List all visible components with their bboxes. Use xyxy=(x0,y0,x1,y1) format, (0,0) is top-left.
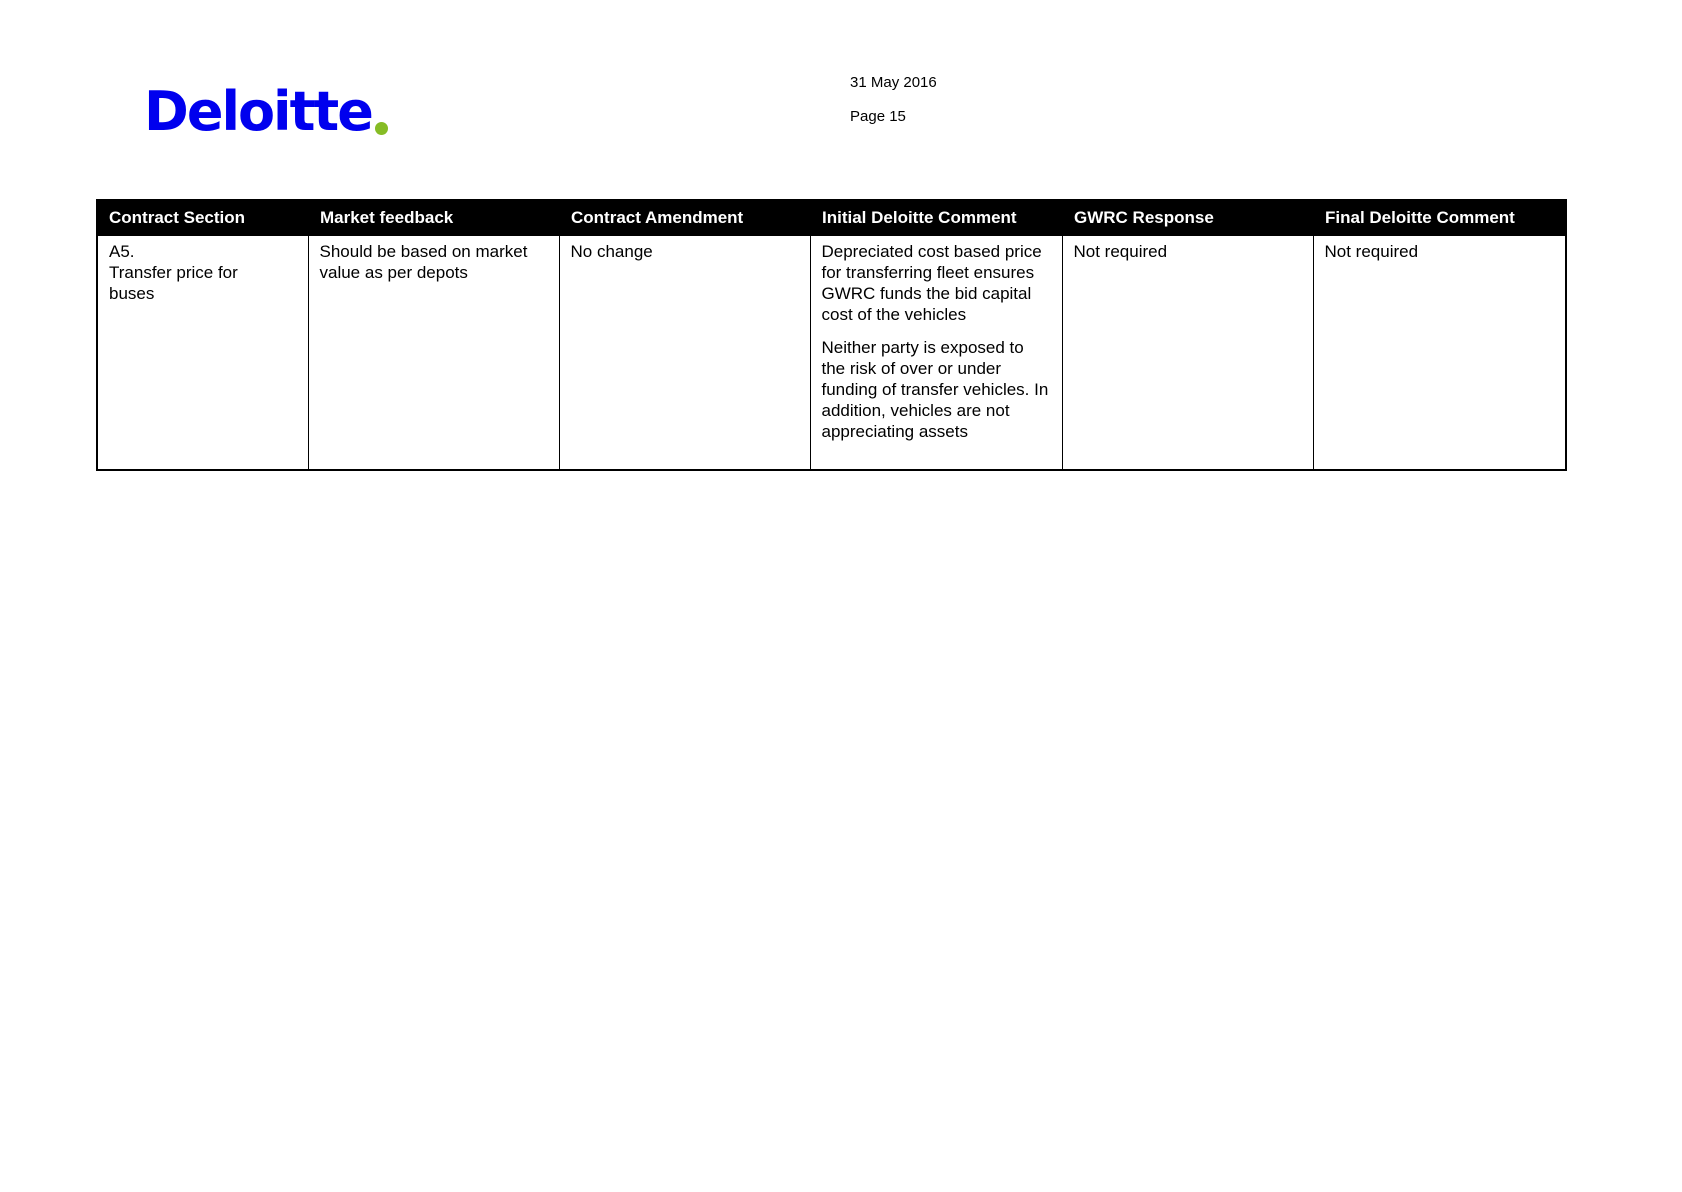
deloitte-logo xyxy=(144,80,388,143)
initial-comment-paragraph: Neither party is exposed to the risk of over or under funding of transfer vehicles. In addition, vehicles are not appreciating assets xyxy=(821,338,1049,441)
column-header-initial-deloitte-comment: Initial Deloitte Comment xyxy=(810,200,1062,236)
column-header-market-feedback: Market feedback xyxy=(308,200,559,236)
cell-contract-amendment: No change xyxy=(559,236,810,470)
cell-final-deloitte-comment: Not required xyxy=(1313,236,1566,470)
initial-comment-paragraph: Depreciated cost based price for transferring fleet ensures GWRC funds the bid capital cost of the vehicles xyxy=(821,242,1042,324)
document-date: 31 May 2016 xyxy=(850,74,937,91)
logo-dot-icon xyxy=(375,122,388,135)
column-header-gwrc-response: GWRC Response xyxy=(1062,200,1313,236)
section-number: A5. xyxy=(109,242,135,261)
table-header-row xyxy=(97,200,1566,236)
column-header-final-deloitte-comment: Final Deloitte Comment xyxy=(1313,200,1566,236)
cell-initial-deloitte-comment xyxy=(810,236,1062,470)
column-header-contract-amendment: Contract Amendment xyxy=(559,200,810,236)
page-number: Page 15 xyxy=(850,108,906,125)
cell-contract-section xyxy=(97,236,308,470)
feedback-table xyxy=(96,199,1567,471)
cell-gwrc-response: Not required xyxy=(1062,236,1313,470)
cell-market-feedback: Should be based on market value as per depots xyxy=(308,236,559,470)
section-text: Transfer price for buses xyxy=(109,263,238,303)
table-row xyxy=(97,236,1566,470)
logo-wordmark: Deloitte xyxy=(144,80,372,143)
column-header-contract-section: Contract Section xyxy=(97,200,308,236)
